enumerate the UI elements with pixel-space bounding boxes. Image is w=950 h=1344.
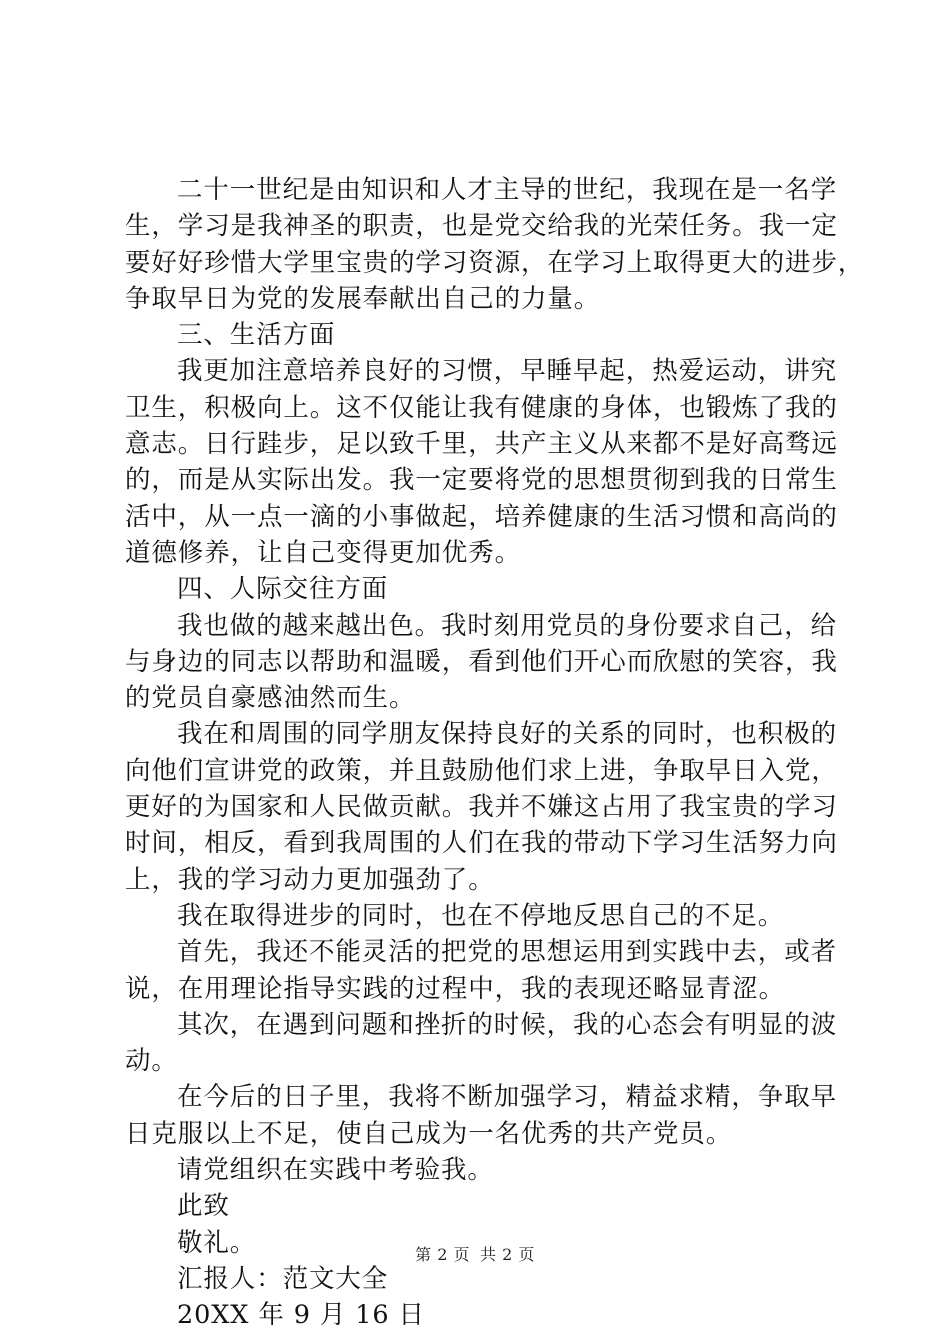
text-line: 卫生，积极向上。这不仅能让我有健康的身体，也锻炼了我的 <box>125 392 838 423</box>
text-line: 的党员自豪感油然而生。 <box>125 683 416 714</box>
text-line: 我更加注意培养良好的习惯，早睡早起，热爱运动，讲究 <box>177 356 838 387</box>
text-line: 请党组织在实践中考验我。 <box>177 1155 494 1186</box>
text-line: 的，而是从实际出发。我一定要将党的思想贯彻到我的日常生 <box>125 465 838 496</box>
text-line: 上，我的学习动力更加强劲了。 <box>125 864 495 895</box>
text-line: 意志。日行跬步，足以致千里，共产主义从来都不是好高骛远 <box>125 429 838 460</box>
closing-regards: 敬礼。 <box>177 1227 257 1258</box>
text-line: 我在取得进步的同时，也在不停地反思自己的不足。 <box>177 900 785 931</box>
reporter-signature: 汇报人：范文大全 <box>177 1263 389 1294</box>
text-line: 道德修养，让自己变得更加优秀。 <box>125 537 522 568</box>
document-body <box>125 172 865 1334</box>
text-line: 生，学习是我神圣的职责，也是党交给我的光荣任务。我一定 <box>125 211 838 242</box>
closing-salutation: 此致 <box>177 1191 230 1222</box>
text-line: 我也做的越来越出色。我时刻用党员的身份要求自己，给 <box>177 610 838 641</box>
page-footer <box>0 1242 950 1265</box>
text-line: 说，在用理论指导实践的过程中，我的表现还略显青涩。 <box>125 973 786 1004</box>
text-line: 要好好珍惜大学里宝贵的学习资源，在学习上取得更大的进步， <box>125 247 865 278</box>
text-line: 首先，我还不能灵活的把党的思想运用到实践中去，或者 <box>177 937 838 968</box>
section-heading-interpersonal: 四、人际交往方面 <box>177 574 389 605</box>
section-heading-life: 三、生活方面 <box>177 320 336 351</box>
text-line: 时间，相反，看到我周围的人们在我的带动下学习生活努力向 <box>125 828 838 859</box>
text-line: 向他们宣讲党的政策，并且鼓励他们求上进，争取早日入党， <box>125 755 838 786</box>
text-line: 更好的为国家和人民做贡献。我并不嫌这占用了我宝贵的学习 <box>125 792 838 823</box>
text-line: 日克服以上不足，使自己成为一名优秀的共产党员。 <box>125 1118 733 1149</box>
text-line: 我在和周围的同学朋友保持良好的关系的同时，也积极的 <box>177 719 838 750</box>
text-line: 争取早日为党的发展奉献出自己的力量。 <box>125 283 601 314</box>
report-date: 20XX 年 9 月 16 日 <box>177 1300 425 1331</box>
text-line: 与身边的同志以帮助和温暖，看到他们开心而欣慰的笑容，我 <box>125 646 838 677</box>
text-line: 在今后的日子里，我将不断加强学习，精益求精，争取早 <box>177 1082 838 1113</box>
page-total: 共 2 页 <box>480 1245 535 1264</box>
text-line: 其次，在遇到问题和挫折的时候，我的心态会有明显的波 <box>177 1009 838 1040</box>
text-line: 活中，从一点一滴的小事做起，培养健康的生活习惯和高尚的 <box>125 501 838 532</box>
text-line: 二十一世纪是由知识和人才主导的世纪，我现在是一名学 <box>177 175 838 205</box>
page-number: 第 2 页 <box>415 1245 470 1264</box>
text-line: 动。 <box>125 1046 178 1077</box>
